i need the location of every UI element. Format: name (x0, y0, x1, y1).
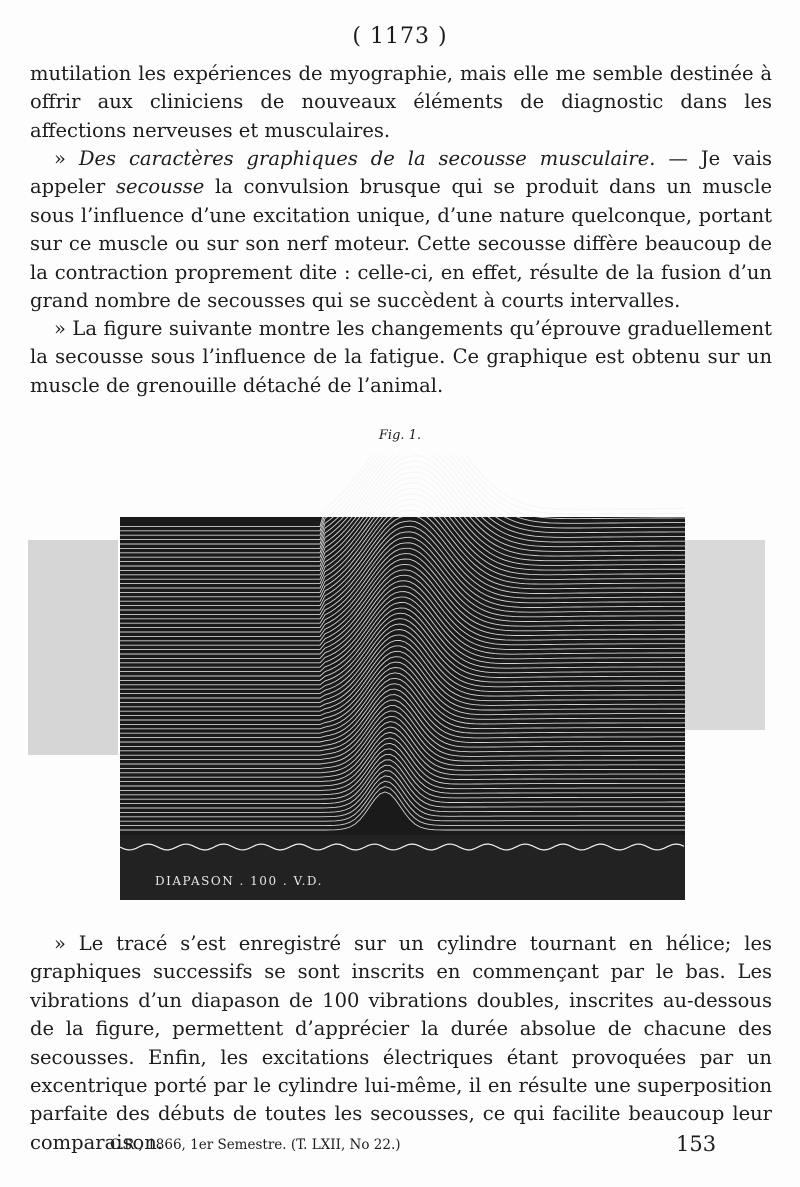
term-secousse: secousse (115, 175, 205, 199)
tuning-fork-label: DIAPASON . 100 . V.D. (155, 874, 323, 888)
myograph-tracing (120, 455, 685, 900)
tuning-fork-band (120, 835, 685, 900)
footer-page-number: 153 (676, 1132, 717, 1156)
paragraph-4-text: » Le tracé s’est enregistré sur un cylindre tournant en hélice; les graphiques successifs se sont inscrits en commençant par le bas. Les vibrations d’un diapason de 100 vibrations doubles, inscrites au-dessous de la figure, permettent d’apprécier la durée absolue de chacune des secousses. Enfin, les excitations électriques étant provoquées par un excentrique porté par le cylindre lui-même, il en résulte une superposition parfaite des débuts de toutes les secousses, ce qui facilite beaucoup leur comparaison. (30, 932, 772, 1154)
paragraph-4 (30, 930, 772, 1157)
paragraph-2 (30, 145, 772, 315)
page-number-header: ( 1173 ) (352, 24, 448, 49)
paragraph-2-text-b: la convulsion brusque qui se produit dans un muscle sous l’influence d’une excitation unique, d’une nature quelconque, portant sur ce muscle ou sur son nerf moteur. Cette secousse diffère beaucoup de la contraction proprement dite : celle-ci, en effet, résulte de la fusion d’un grand nombre de secousses qui se succèdent à courts intervalles. (30, 175, 772, 313)
paragraph-2-lead: » (54, 147, 79, 170)
myograph-figure (120, 455, 685, 900)
footer-citation: C.R., 1866, 1er Semestre. (T. LXII, No 22.) (110, 1137, 401, 1153)
paragraph-3 (30, 315, 772, 400)
bleed-through-right (683, 540, 765, 730)
figure-caption: Fig. 1. (378, 428, 422, 443)
paragraph-2-text-a: — Je vais appeler (30, 147, 772, 199)
section-title: Des caractères graphiques de la secousse musculaire. (78, 147, 656, 170)
bleed-through-left (28, 540, 118, 755)
paragraph-3-text: » La figure suivante montre les changements qu’éprouve graduellement la secousse sous l’influence de la fatigue. Ce graphique est obtenu sur un muscle de grenouille détaché de l’animal. (30, 317, 772, 397)
paragraph-1: mutilation les expériences de myographie, mais elle me semble destinée à offrir aux cliniciens de nouveaux éléments de diagnostic dans les affections nerveuses et musculaires. (30, 62, 772, 142)
